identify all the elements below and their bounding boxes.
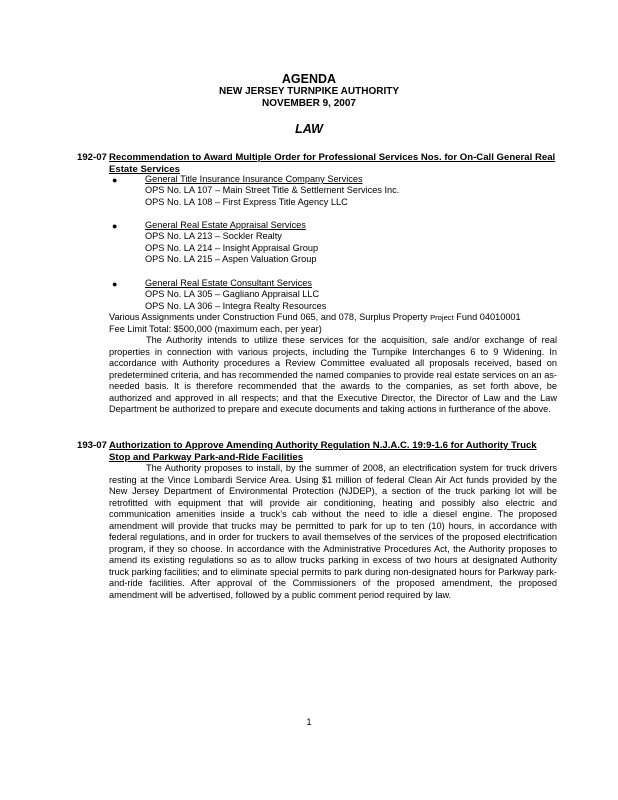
funding-fund: Fund 04010001 [453,312,521,322]
bullet-icon: ● [112,175,118,185]
service-category: General Real Estate Appraisal Services [145,220,306,230]
section-heading: LAW [295,122,323,136]
item-number: 192-07 [77,152,107,163]
bullet-icon: ● [112,221,118,231]
item-paragraph: The Authority proposes to install, by the summer of 2008, an electrification system for truck drivers resting at the Vince Lombardi Service Area. Using $1 million of federal Clean Air Act funds provided by the New Jersey Department of Environmental Protection (NJDEP), a section of the truck parking lot will be retrofitted with equipment that will provide air conditioning, heating and possibly also electric and communication amenities inside a truck’s cab without the need to idle a diesel engine. The proposed amendment will provide that trucks may be permitted to park for up to ten (10) hours, in accordance with federal regulations, and in order for truckers to avail themselves of the services of the proposed electrification program, if they so choose. In accordance with the Administrative Procedures Act, the Authority proposes to amend its existing regulations so as to allow trucks parking in excess of two hours at designated Authority truck parking facilities; and to eliminate special permits to park during non-designated hours for Parkway park-and-ride facilities. After approval of the Commissioners of the proposed amendment, the proposed amendment will be advertised, followed by a public comment period required by law. [109,463,557,601]
item-title: Recommendation to Award Multiple Order for Professional Services Nos. for On-Call General Real Estate Services [109,152,556,175]
ops-entry: OPS No. LA 214 – Insight Appraisal Group [145,243,319,253]
ops-entry: OPS No. LA 213 – Sockler Realty [145,231,282,241]
ops-entry: OPS No. LA 306 – Integra Realty Resources [145,301,327,311]
funding-text: Various Assignments under Construction Fund 065, and 078, Surplus Property [109,312,431,322]
item-title: Authorization to Approve Amending Authority Regulation N.J.A.C. 19:9-1.6 for Authority Truck Stop and Parkway Park-and-Ride Facilities [109,440,537,463]
ops-entry: OPS No. LA 305 – Gagliano Appraisal LLC [145,289,320,299]
item-paragraph: The Authority intends to utilize these services for the acquisition, sale and/or exchange of real properties in connection with various projects, including the Turnpike Interchanges 6 to 9 Widening. In accordance with Authority procedures a Review Committee evaluated all proposals received, based on predetermined criteria, and has recommended the named companies to provide real estate services on an as-needed basis. It is therefore recommended that the awards to the companies, as set forth above, be authorized and approved in all respects; and that the Executive Director, the Director of Law and the Law Department be authorized to prepare and execute documents and taking actions in furtherance of the above. [109,335,557,415]
ops-entry: OPS No. LA 215 – Aspen Valuation Group [145,254,317,264]
service-category: General Real Estate Consultant Services [145,278,312,288]
funding-line [109,312,521,324]
meeting-date: NOVEMBER 9, 2007 [262,98,356,109]
fee-limit: Fee Limit Total: $500,000 (maximum each, per year) [109,324,322,334]
agenda-heading: AGENDA [281,72,337,86]
ops-entry: OPS No. LA 107 – Main Street Title & Settlement Services Inc. [145,185,400,195]
item-number: 193-07 [77,440,107,451]
authority-name: NEW JERSEY TURNPIKE AUTHORITY [218,86,400,97]
page-number: 1 [306,717,312,728]
bullet-icon: ● [112,279,118,289]
ops-entry: OPS No. LA 108 – First Express Title Agency LLC [145,197,348,207]
funding-project-word: Project [430,313,454,322]
service-category: General Title Insurance Insurance Company Services [145,174,363,184]
